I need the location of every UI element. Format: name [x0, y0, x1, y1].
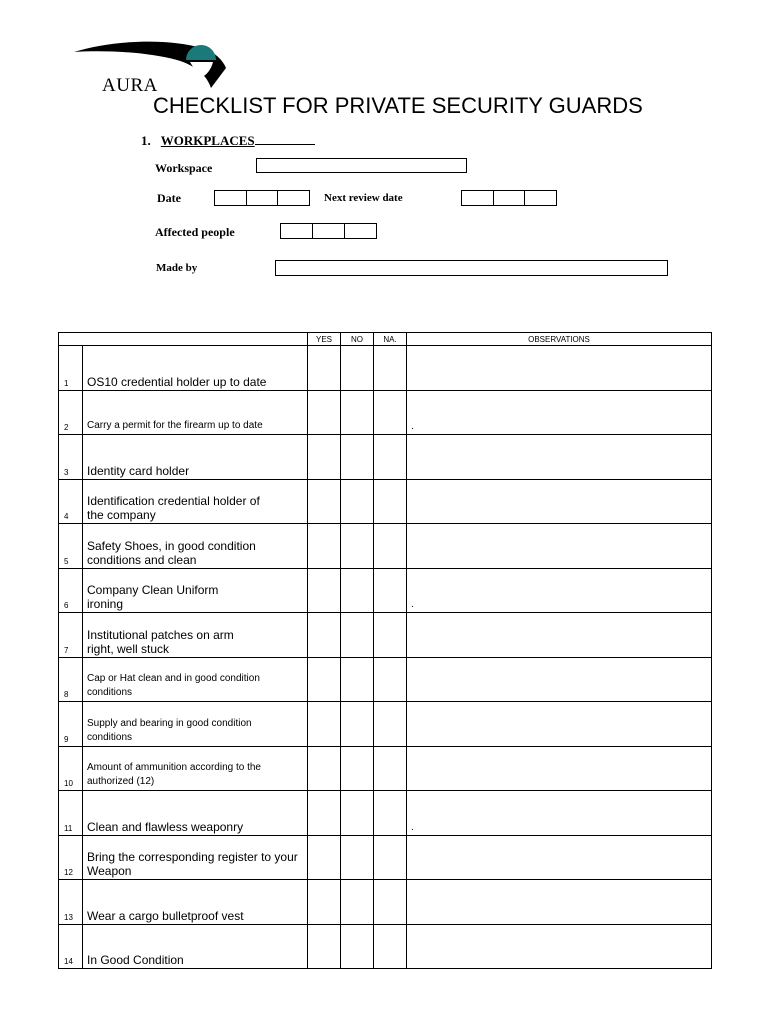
yes-checkbox[interactable]	[308, 880, 341, 925]
observations-cell[interactable]	[407, 924, 712, 969]
observations-cell[interactable]: .	[407, 791, 712, 836]
row-item-text: Carry a permit for the firearm up to date	[83, 390, 308, 435]
page-title: CHECKLIST FOR PRIVATE SECURITY GUARDS	[153, 93, 643, 118]
table-header-row	[59, 333, 712, 346]
observations-cell[interactable]: .	[407, 390, 712, 435]
row-number: 13	[59, 880, 83, 925]
no-checkbox[interactable]	[341, 479, 374, 524]
row-item-text: Clean and flawless weaponry	[83, 791, 308, 836]
observations-cell[interactable]	[407, 702, 712, 747]
observations-cell[interactable]	[407, 613, 712, 658]
row-item-text: Cap or Hat clean and in good condition conditions	[83, 657, 308, 702]
na-checkbox[interactable]	[374, 835, 407, 880]
na-checkbox[interactable]	[374, 657, 407, 702]
row-number: 8	[59, 657, 83, 702]
no-checkbox[interactable]	[341, 924, 374, 969]
made-by-label: Made by	[156, 262, 198, 274]
date-field[interactable]	[214, 190, 310, 206]
row-number: 9	[59, 702, 83, 747]
na-checkbox[interactable]	[374, 346, 407, 391]
row-item-text: OS10 credential holder up to date	[83, 346, 308, 391]
header-na: NA.	[374, 333, 407, 346]
affected-people-field[interactable]	[280, 223, 377, 239]
na-checkbox[interactable]	[374, 390, 407, 435]
table-row	[59, 791, 712, 836]
yes-checkbox[interactable]	[308, 524, 341, 569]
no-checkbox[interactable]	[341, 613, 374, 658]
row-item-text: Wear a cargo bulletproof vest	[83, 880, 308, 925]
row-number: 10	[59, 746, 83, 791]
row-number: 6	[59, 568, 83, 613]
no-checkbox[interactable]	[341, 746, 374, 791]
logo-text: AURA	[102, 75, 158, 96]
table-row	[59, 835, 712, 880]
row-number: 11	[59, 791, 83, 836]
no-checkbox[interactable]	[341, 568, 374, 613]
yes-checkbox[interactable]	[308, 835, 341, 880]
row-number: 12	[59, 835, 83, 880]
observations-cell[interactable]	[407, 524, 712, 569]
aura-logo	[72, 38, 232, 100]
row-item-text: Identification credential holder of the company	[83, 479, 308, 524]
row-number: 7	[59, 613, 83, 658]
section-heading	[141, 133, 315, 149]
header-yes: YES	[308, 333, 341, 346]
row-number: 4	[59, 479, 83, 524]
header-item	[59, 333, 308, 346]
na-checkbox[interactable]	[374, 524, 407, 569]
na-checkbox[interactable]	[374, 924, 407, 969]
na-checkbox[interactable]	[374, 880, 407, 925]
workspace-field[interactable]	[256, 158, 467, 173]
row-item-text: Supply and bearing in good condition conditions	[83, 702, 308, 747]
observations-cell[interactable]	[407, 880, 712, 925]
no-checkbox[interactable]	[341, 524, 374, 569]
yes-checkbox[interactable]	[308, 390, 341, 435]
observations-cell[interactable]	[407, 746, 712, 791]
row-number: 3	[59, 435, 83, 480]
row-item-text: Company Clean Uniform ironing	[83, 568, 308, 613]
no-checkbox[interactable]	[341, 435, 374, 480]
yes-checkbox[interactable]	[308, 435, 341, 480]
table-row	[59, 880, 712, 925]
no-checkbox[interactable]	[341, 880, 374, 925]
row-number: 1	[59, 346, 83, 391]
observations-cell[interactable]	[407, 835, 712, 880]
row-number: 5	[59, 524, 83, 569]
observations-cell[interactable]	[407, 435, 712, 480]
next-review-field[interactable]	[461, 190, 557, 206]
table-row	[59, 479, 712, 524]
workspace-label: Workspace	[155, 161, 213, 175]
made-by-field[interactable]	[275, 260, 668, 276]
yes-checkbox[interactable]	[308, 568, 341, 613]
observations-cell[interactable]: .	[407, 568, 712, 613]
no-checkbox[interactable]	[341, 390, 374, 435]
table-row	[59, 524, 712, 569]
date-label: Date	[157, 191, 181, 205]
row-item-text: Safety Shoes, in good condition conditions and clean	[83, 524, 308, 569]
table-row	[59, 746, 712, 791]
na-checkbox[interactable]	[374, 746, 407, 791]
header-observations: OBSERVATIONS	[407, 333, 712, 346]
no-checkbox[interactable]	[341, 702, 374, 747]
na-checkbox[interactable]	[374, 791, 407, 836]
row-item-text: Institutional patches on arm right, well stuck	[83, 613, 308, 658]
header-no: NO	[341, 333, 374, 346]
yes-checkbox[interactable]	[308, 746, 341, 791]
yes-checkbox[interactable]	[308, 479, 341, 524]
yes-checkbox[interactable]	[308, 791, 341, 836]
na-checkbox[interactable]	[374, 435, 407, 480]
row-item-text: Identity card holder	[83, 435, 308, 480]
affected-people-label: Affected people	[155, 225, 235, 239]
no-checkbox[interactable]	[341, 657, 374, 702]
table-row	[59, 702, 712, 747]
na-checkbox[interactable]	[374, 479, 407, 524]
table-row	[59, 346, 712, 391]
no-checkbox[interactable]	[341, 791, 374, 836]
row-item-text: In Good Condition	[83, 924, 308, 969]
yes-checkbox[interactable]	[308, 657, 341, 702]
row-number: 2	[59, 390, 83, 435]
section-number: 1.	[141, 133, 151, 148]
na-checkbox[interactable]	[374, 702, 407, 747]
yes-checkbox[interactable]	[308, 702, 341, 747]
row-item-text: Amount of ammunition according to the authorized (12)	[83, 746, 308, 791]
na-checkbox[interactable]	[374, 613, 407, 658]
section-title: WORKPLACES	[160, 133, 255, 148]
table-row	[59, 657, 712, 702]
row-item-text: Bring the corresponding register to your Weapon	[83, 835, 308, 880]
table-row	[59, 613, 712, 658]
table-row	[59, 568, 712, 613]
observations-cell[interactable]	[407, 479, 712, 524]
observations-cell[interactable]	[407, 657, 712, 702]
yes-checkbox[interactable]	[308, 346, 341, 391]
no-checkbox[interactable]	[341, 835, 374, 880]
yes-checkbox[interactable]	[308, 924, 341, 969]
no-checkbox[interactable]	[341, 346, 374, 391]
next-review-label: Next review date	[324, 192, 403, 204]
table-row	[59, 924, 712, 969]
observations-cell[interactable]	[407, 346, 712, 391]
table-row	[59, 435, 712, 480]
yes-checkbox[interactable]	[308, 613, 341, 658]
row-number: 14	[59, 924, 83, 969]
table-row	[59, 390, 712, 435]
checklist-table	[58, 332, 712, 969]
heading-rule	[255, 133, 315, 145]
na-checkbox[interactable]	[374, 568, 407, 613]
